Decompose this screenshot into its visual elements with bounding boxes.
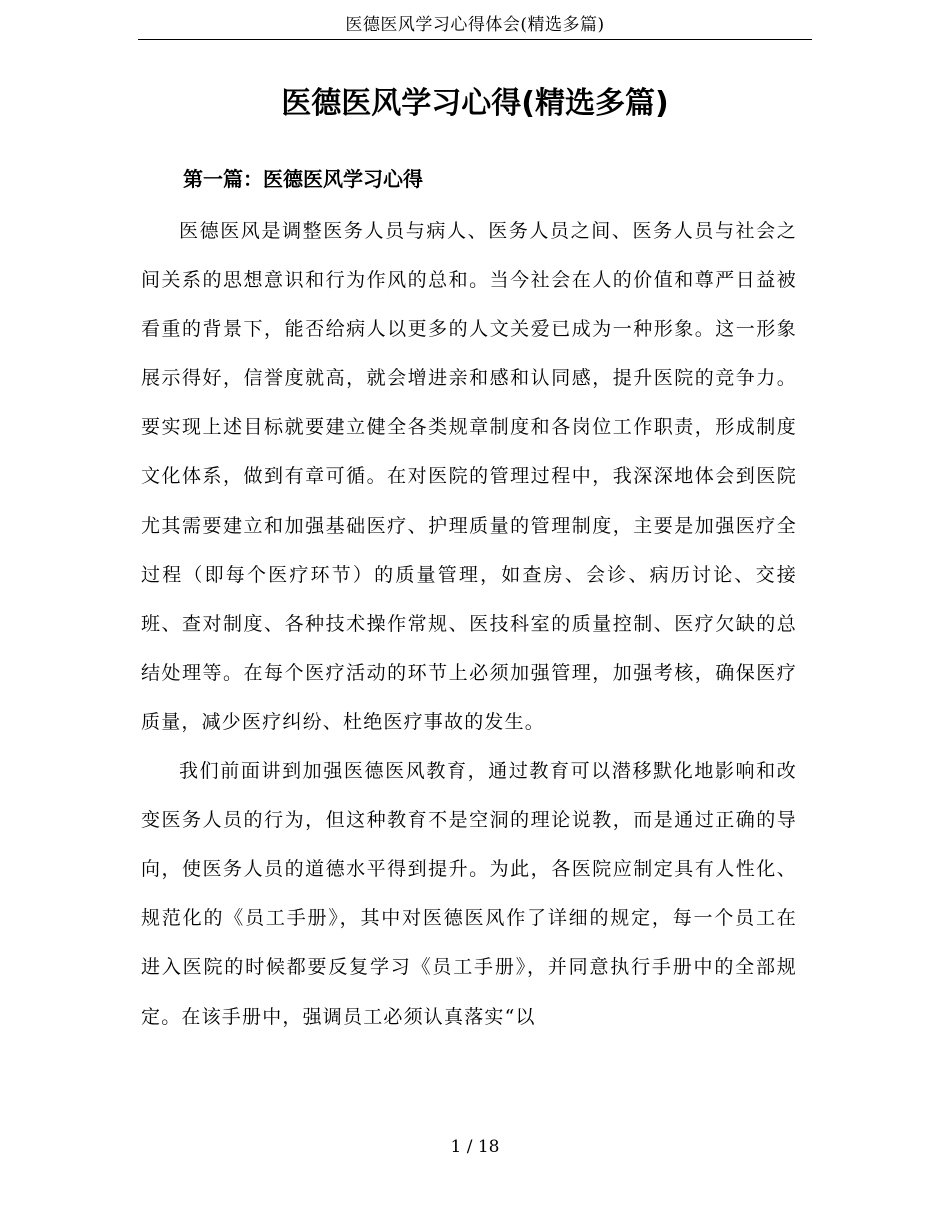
page-number: 1 / 18 [450, 1137, 500, 1157]
document-title: 医德医风学习心得(精选多篇) [281, 86, 669, 121]
paragraph-2: 我们前面讲到加强医德医风教育，通过教育可以潜移默化地影响和改变医务人员的行为，但这种教育不是空洞的理论说教，而是通过正确的导向，使医务人员的道德水平得到提升。为此，各医院应制定具有人性化、规范化的《员工手册》，其中对医德医风作了详细的规定，每一个员工在进入医院的时候都要反复学习《员工手册》，并同意执行手册中的全部规定。在该手册中，强调员工必须认真落实“以 [141, 760, 797, 1028]
document-body [141, 207, 797, 1042]
running-header: 医德医风学习心得体会(精选多篇) [345, 15, 605, 35]
header-divider [138, 39, 812, 40]
section-heading: 第一篇：医德医风学习心得 [183, 167, 423, 191]
paragraph-1: 医德医风是调整医务人员与病人、医务人员之间、医务人员与社会之间关系的思想意识和行为作风的总和。当今社会在人的价值和尊严日益被看重的背景下，能否给病人以更多的人文关爱已成为一种形象。这一形象展示得好，信誉度就高，就会增进亲和感和认同感，提升医院的竞争力。要实现上述目标就要建立健全各类规章制度和各岗位工作职责，形成制度文化体系，做到有章可循。在对医院的管理过程中，我深深地体会到医院尤其需要建立和加强基础医疗、护理质量的管理制度，主要是加强医疗全过程（即每个医疗环节）的质量管理，如查房、会诊、病历讨论、交接班、查对制度、各种技术操作常规、医技科室的质量控制、医疗欠缺的总结处理等。在每个医疗活动的环节上必须加强管理，加强考核，确保医疗质量，减少医疗纠纷、杜绝医疗事故的发生。 [141, 220, 797, 733]
